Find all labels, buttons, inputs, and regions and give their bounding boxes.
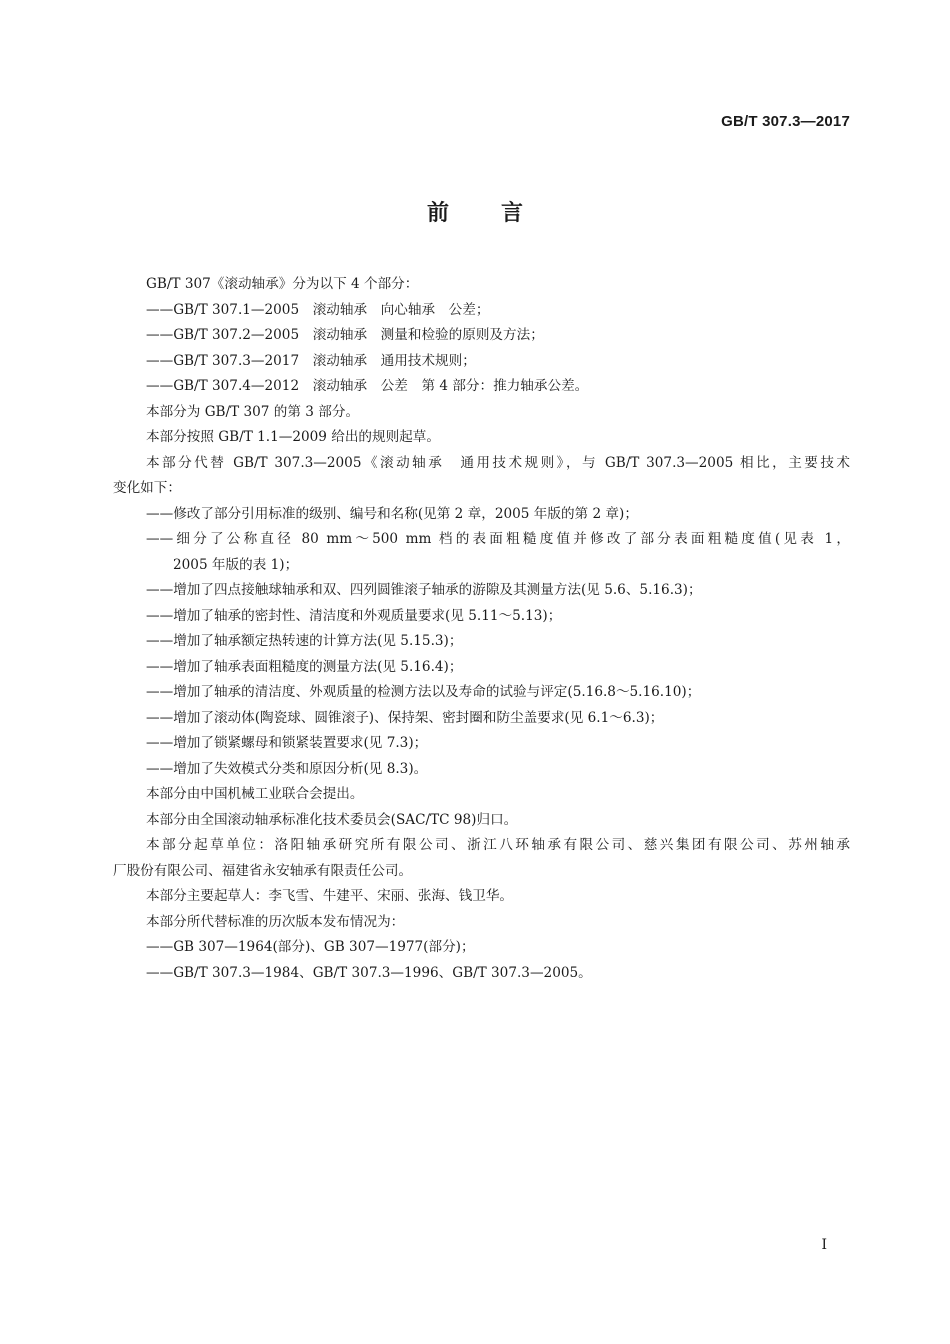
standard-number: GB/T 307.3—2017 [721, 113, 850, 130]
paragraph-line: 本部分由全国滚动轴承标准化技术委员会(SAC/TC 98)归口。 [146, 811, 518, 828]
list-item: ——增加了滚动体(陶瓷球、圆锥滚子)、保持架、密封圈和防尘盖要求(见 6.1～6.3)； [146, 709, 664, 726]
list-item: ——GB/T 307.4—2012 滚动轴承 公差 第 4 部分：推力轴承公差。 [146, 378, 589, 394]
list-item: ——GB 307—1964(部分)、GB 307—1977(部分)； [146, 939, 475, 955]
list-item: ——修改了部分引用标准的级别、编号和名称(见第 2 章，2005 年版的第 2 章)； [146, 505, 638, 522]
list-item: ——增加了失效模式分类和原因分析(见 8.3)。 [146, 760, 428, 777]
list-item: ——增加了轴承的密封性、清洁度和外观质量要求(见 5.11～5.13)； [146, 607, 562, 624]
list-item: ——GB/T 307.1—2005 滚动轴承 向心轴承 公差； [146, 301, 490, 318]
paragraph-line: GB/T 307《滚动轴承》分为以下 4 个部分： [146, 276, 419, 292]
page-title: 前言 [426, 201, 575, 226]
list-item: ——增加了轴承额定热转速的计算方法(见 5.15.3)； [146, 633, 463, 649]
list-item: ——GB/T 307.3—1984、GB/T 307.3—1996、GB/T 307.3—2005。 [146, 964, 592, 981]
paragraph-line: 本部分由中国机械工业联合会提出。 [146, 786, 364, 802]
paragraph-line: 本部分所代替标准的历次版本发布情况为： [146, 913, 405, 930]
paragraph-line: 本部分按照 GB/T 1.1—2009 给出的规则起草。 [146, 429, 440, 445]
paragraph-line: 变化如下： [113, 480, 181, 496]
paragraph-line: 厂股份有限公司、福建省永安轴承有限责任公司。 [113, 862, 413, 879]
list-item: ——细分了公称直径 80 mm～500 mm 档的表面粗糙度值并修改了部分表面粗糙度值(见表 1， [146, 531, 850, 547]
list-item: ——增加了锁紧螺母和锁紧装置要求(见 7.3)； [146, 735, 428, 751]
list-item: ——GB/T 307.2—2005 滚动轴承 测量和检验的原则及方法； [146, 327, 544, 343]
paragraph-line: 本部分起草单位：洛阳轴承研究所有限公司、浙江八环轴承有限公司、慈兴集团有限公司、苏州轴承 [146, 837, 850, 853]
list-item: ——增加了轴承的清洁度、外观质量的检测方法以及寿命的试验与评定(5.16.8～5.16.10)； [146, 684, 701, 700]
page-number: I [821, 1237, 827, 1253]
paragraph-line: 本部分主要起草人：李飞雪、牛建平、宋丽、张海、钱卫华。 [146, 888, 514, 904]
foreword-body [113, 272, 850, 986]
list-item: ——增加了轴承表面粗糙度的测量方法(见 5.16.4)； [146, 658, 463, 675]
list-item: ——GB/T 307.3—2017 滚动轴承 通用技术规则； [146, 352, 476, 369]
list-item-continuation: 2005 年版的表 1)； [173, 556, 299, 573]
list-item: ——增加了四点接触球轴承和双、四列圆锥滚子轴承的游隙及其测量方法(见 5.6、5.16.3)； [146, 582, 702, 598]
paragraph-line: 本部分代替 GB/T 307.3—2005《滚动轴承 通用技术规则》，与 GB/T 307.3—2005 相比，主要技术 [146, 454, 850, 471]
paragraph-line: 本部分为 GB/T 307 的第 3 部分。 [146, 403, 360, 420]
